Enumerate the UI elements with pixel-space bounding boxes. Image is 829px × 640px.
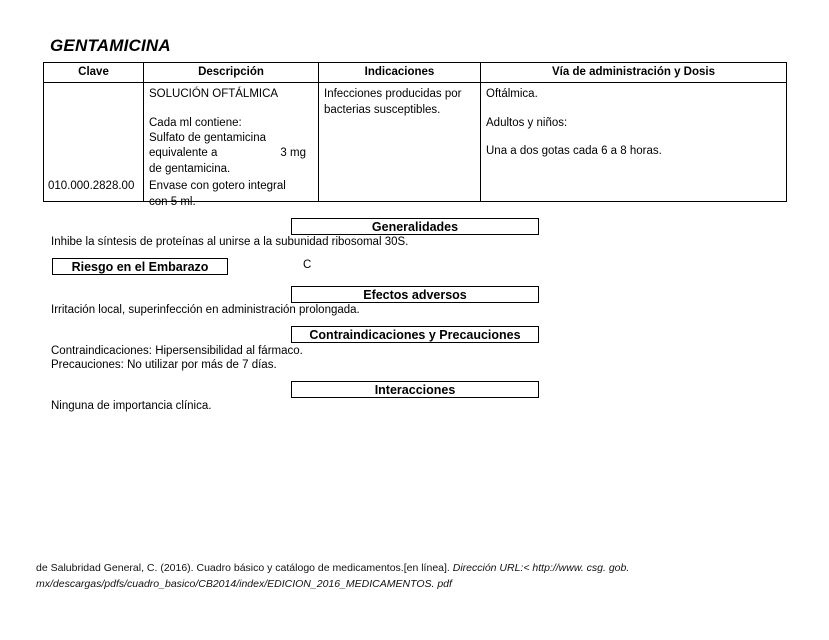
footer-citation <box>36 560 656 593</box>
section-heading-generalidades: Generalidades <box>291 218 539 235</box>
column-header-via: Vía de administración y Dosis <box>481 63 787 83</box>
riesgo-embarazo-value: C <box>303 259 312 271</box>
desc-packaging-line2: con 5 ml. <box>149 195 196 208</box>
indicaciones-line1: Infecciones producidas por <box>324 88 462 101</box>
section-text-contraindicaciones-line2: Precauciones: No utilizar por más de 7 días. <box>51 359 277 371</box>
table-header-row <box>44 63 787 83</box>
desc-packaging-line1: Envase con gotero integral <box>149 180 286 193</box>
desc-equivalence-tail: de gentamicina. <box>149 162 231 175</box>
desc-equivalence-label: equivalente a <box>149 147 218 160</box>
desc-equivalence-row <box>149 146 313 161</box>
medication-table <box>43 62 787 208</box>
table-row <box>44 83 787 202</box>
section-heading-efectos-adversos: Efectos adversos <box>291 286 539 303</box>
cell-descripcion <box>144 83 319 208</box>
spacer <box>149 103 313 116</box>
section-text-contraindicaciones-line1: Contraindicaciones: Hipersensibilidad al fármaco. <box>51 345 303 357</box>
page-title: GENTAMICINA <box>50 36 171 55</box>
citation-url: Dirección URL:< http://www. csg. gob. mx/descargas/pdfs/cuadro_basico/CB2014/index/EDICION_2016_MEDICAMENTOS. pdf <box>36 562 630 591</box>
section-heading-contraindicaciones: Contraindicaciones y Precauciones <box>291 326 539 343</box>
section-heading-riesgo-embarazo: Riesgo en el Embarazo <box>52 258 228 275</box>
citation-source: de Salubridad General, C. (2016). Cuadro básico y catálogo de medicamentos.[en línea]. <box>36 562 453 574</box>
column-header-descripcion: Descripción <box>144 63 319 83</box>
clave-code: 010.000.2828.00 <box>48 180 135 193</box>
desc-equivalence-amount: 3 mg <box>280 147 306 160</box>
section-heading-interacciones: Interacciones <box>291 381 539 398</box>
cell-via <box>481 83 787 202</box>
spacer <box>486 103 781 116</box>
via-line2: Adultos y niños: <box>486 116 568 129</box>
desc-form: SOLUCIÓN OFTÁLMICA <box>149 88 279 101</box>
desc-contains-label: Cada ml contiene: <box>149 116 242 129</box>
section-text-generalidades: Inhibe la síntesis de proteínas al unirse a la subunidad ribosomal 30S. <box>51 236 409 248</box>
section-text-interacciones: Ninguna de importancia clínica. <box>51 400 212 412</box>
desc-ingredient: Sulfato de gentamicina <box>149 131 266 144</box>
cell-clave <box>44 83 144 202</box>
via-line3: Una a dos gotas cada 6 a 8 horas. <box>486 144 662 157</box>
column-header-indicaciones: Indicaciones <box>319 63 481 83</box>
indicaciones-line2: bacterias susceptibles. <box>324 103 441 116</box>
spacer <box>486 131 781 144</box>
cell-indicaciones <box>319 83 481 202</box>
column-header-clave: Clave <box>44 63 144 83</box>
via-line1: Oftálmica. <box>486 88 538 101</box>
section-text-efectos-adversos: Irritación local, superinfección en administración prolongada. <box>51 304 360 316</box>
desc-packaging <box>149 179 313 210</box>
